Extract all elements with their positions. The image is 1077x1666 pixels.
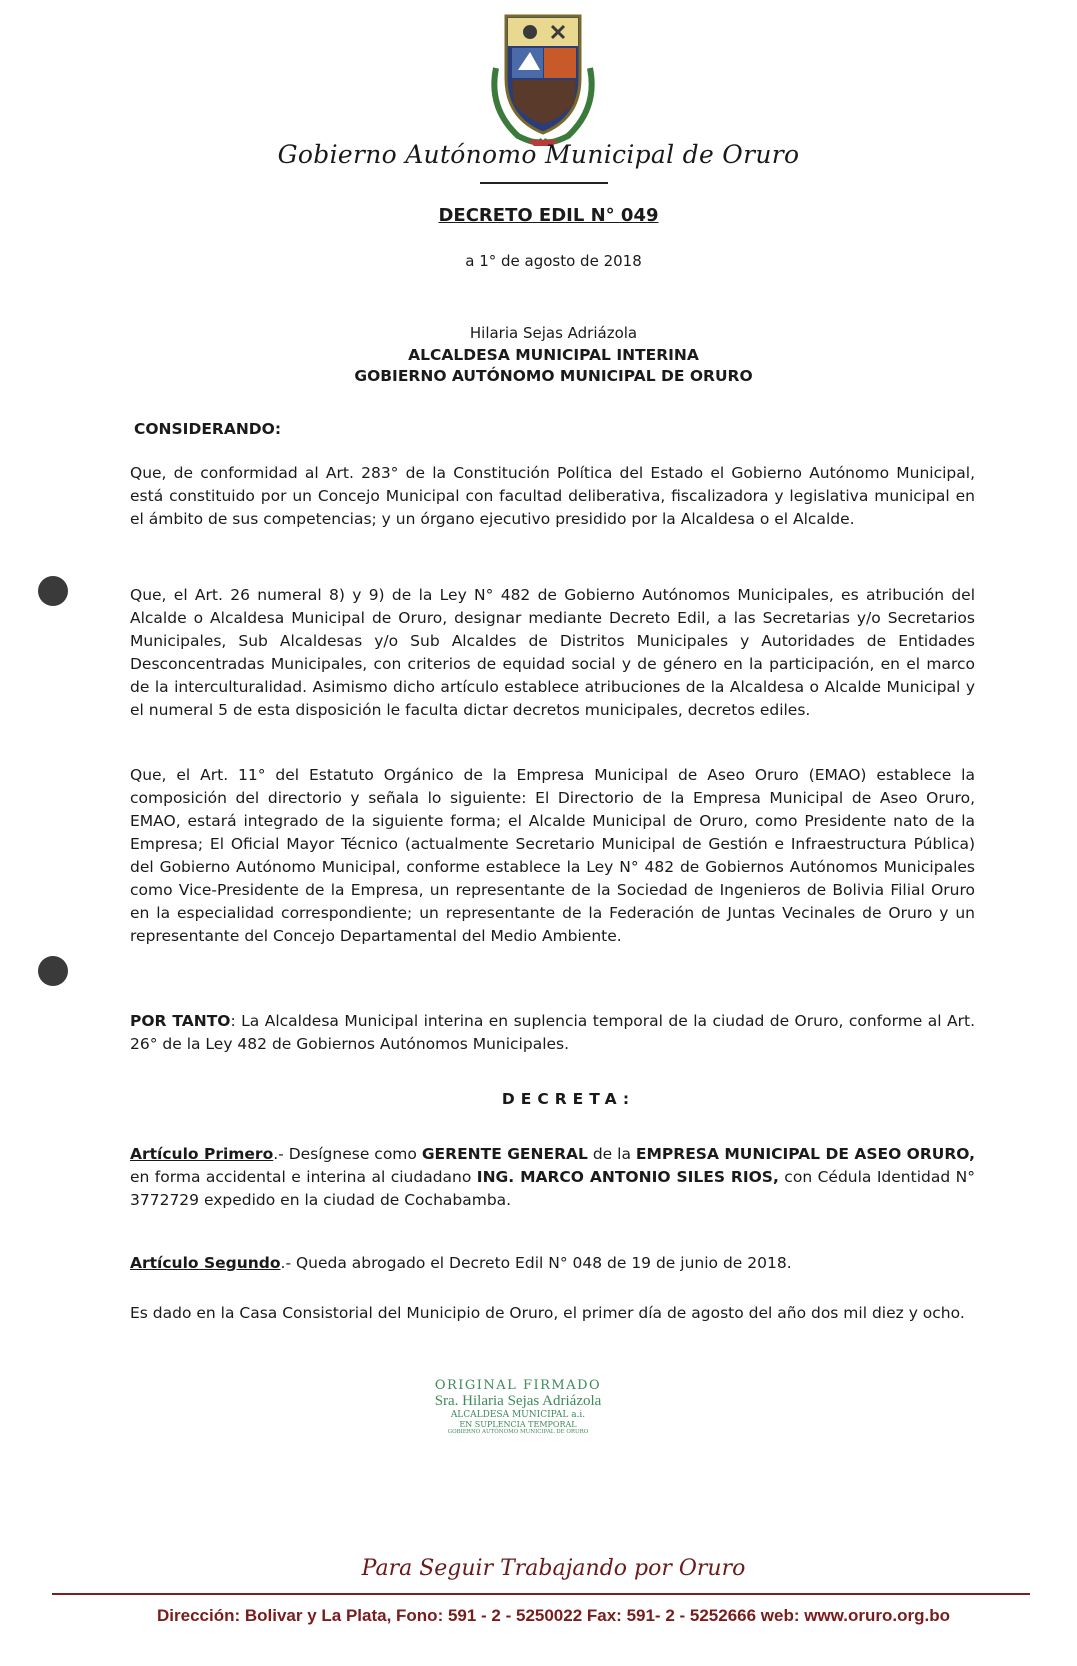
article-text: .- Desígnese como	[273, 1145, 422, 1163]
authority-position: ALCALDESA MUNICIPAL INTERINA	[408, 346, 699, 364]
article-person: ING. MARCO ANTONIO SILES RIOS,	[476, 1168, 779, 1186]
decreta-heading: DECRETA:	[501, 1090, 636, 1108]
por-tanto-label: POR TANTO	[130, 1012, 231, 1030]
municipal-crest-icon	[478, 8, 608, 148]
article-role: GERENTE GENERAL	[421, 1145, 588, 1163]
article-second	[130, 1252, 975, 1275]
considerando-paragraph: Que, el Art. 26 numeral 8) y 9) de la Ley N° 482 de Gobierno Autónomos Municipales, es atribución del Alcalde o Alcaldesa Municipal de Oruro, designar mediante Decreto Edil, a las Secretarias y/o Secretarios Municipales, Sub Alcaldesas y/o Sub Alcaldes de Distritos Municipales y Autoridades de Entidades Desconcentradas Municipales, con criterios de equidad social y de género en la participación, en el marco de la interculturalidad. Asimismo dicho artículo establece atribuciones de la Alcaldesa o Alcalde Municipal y el numeral 5 de esta disposición le faculta dictar decretos municipales, decretos ediles.	[130, 586, 975, 719]
article-second-label: Artículo Segundo	[130, 1254, 281, 1272]
government-name: Gobierno Autónomo Municipal de Oruro	[277, 140, 800, 169]
signature-stamp	[418, 1378, 618, 1460]
article-first-label: Artículo Primero	[130, 1145, 274, 1163]
stamp-line: EN SUPLENCIA TEMPORAL	[459, 1420, 577, 1429]
considerando-paragraph: Que, de conformidad al Art. 283° de la Constitución Política del Estado el Gobierno Autónomo Municipal, está constituido por un Concejo Municipal con facultad deliberativa, fiscalizadora y legislativa municipal en el ámbito de sus competencias; y un órgano ejecutivo presidido por la Alcaldesa o el Alcalde.	[130, 464, 975, 528]
authority-institution: GOBIERNO AUTÓNOMO MUNICIPAL DE ORURO	[354, 367, 753, 385]
title-divider	[480, 182, 608, 184]
considerando-paragraph: Que, el Art. 11° del Estatuto Orgánico de la Empresa Municipal de Aseo Oruro (EMAO) establece la composición del directorio y señala lo siguiente: El Directorio de la Empresa Municipal de Aseo Oruro, EMAO, estará integrado de la siguiente forma; el Alcalde Municipal de Oruro, como Presidente nato de la Empresa; El Oficial Mayor Técnico (actualmente Secretario Municipal de Gestión e Infraestructura Pública) del Gobierno Autónomo Municipal, conforme establece la Ley N° 482 de Gobiernos Autónomos Municipales como Vice-Presidente de la Empresa, un representante de la Sociedad de Ingenieros de Bolivia Filial Oruro en la especialidad correspondiente; un representante de la Federación de Juntas Vecinales de Oruro y un representante del Concejo Departamental del Medio Ambiente.	[130, 766, 975, 945]
stamp-line: GOBIERNO AUTÓNOMO MUNICIPAL DE ORURO	[447, 1429, 589, 1435]
punch-hole	[38, 956, 68, 986]
authority-name: Hilaria Sejas Adriázola	[469, 324, 638, 342]
punch-hole	[38, 576, 68, 606]
footer-motto: Para Seguir Trabajando por Oruro	[361, 1556, 746, 1581]
stamp-line: ORIGINAL FIRMADO	[434, 1378, 602, 1393]
article-text: de la	[587, 1145, 636, 1163]
por-tanto-paragraph	[130, 1010, 975, 1056]
por-tanto-text: : La Alcaldesa Municipal interina en suplencia temporal de la ciudad de Oruro, conforme al Art. 26° de la Ley 482 de Gobiernos Autónomos Municipales.	[130, 1012, 975, 1053]
footer-divider	[52, 1593, 1030, 1595]
article-company: EMPRESA MUNICIPAL DE ASEO ORURO,	[635, 1145, 976, 1163]
stamp-line: ALCALDESA MUNICIPAL a.i.	[450, 1410, 586, 1420]
decree-date: a 1° de agosto de 2018	[465, 252, 642, 270]
closing-paragraph: Es dado en la Casa Consistorial del Municipio de Oruro, el primer día de agosto del año dos mil diez y ocho.	[130, 1304, 965, 1322]
authority-block	[0, 324, 1077, 388]
article-first	[130, 1143, 975, 1212]
considerando-heading: CONSIDERANDO:	[134, 420, 282, 438]
article-text: .- Queda abrogado el Decreto Edil N° 048 de 19 de junio de 2018.	[280, 1254, 792, 1272]
footer-contact: Dirección: Bolivar y La Plata, Fono: 591 - 2 - 5250022 Fax: 591- 2 - 5252666 web: www.oruro.org.bo	[157, 1606, 950, 1625]
article-text: con Cédula Identidad N° 3772729 expedido en la ciudad de Cochabamba.	[130, 1168, 975, 1209]
decree-number: DECRETO EDIL N° 049	[438, 205, 659, 226]
stamp-line: Sra. Hilaria Sejas Adriázola	[434, 1393, 602, 1409]
article-text: en forma accidental e interina al ciudadano	[130, 1168, 477, 1186]
